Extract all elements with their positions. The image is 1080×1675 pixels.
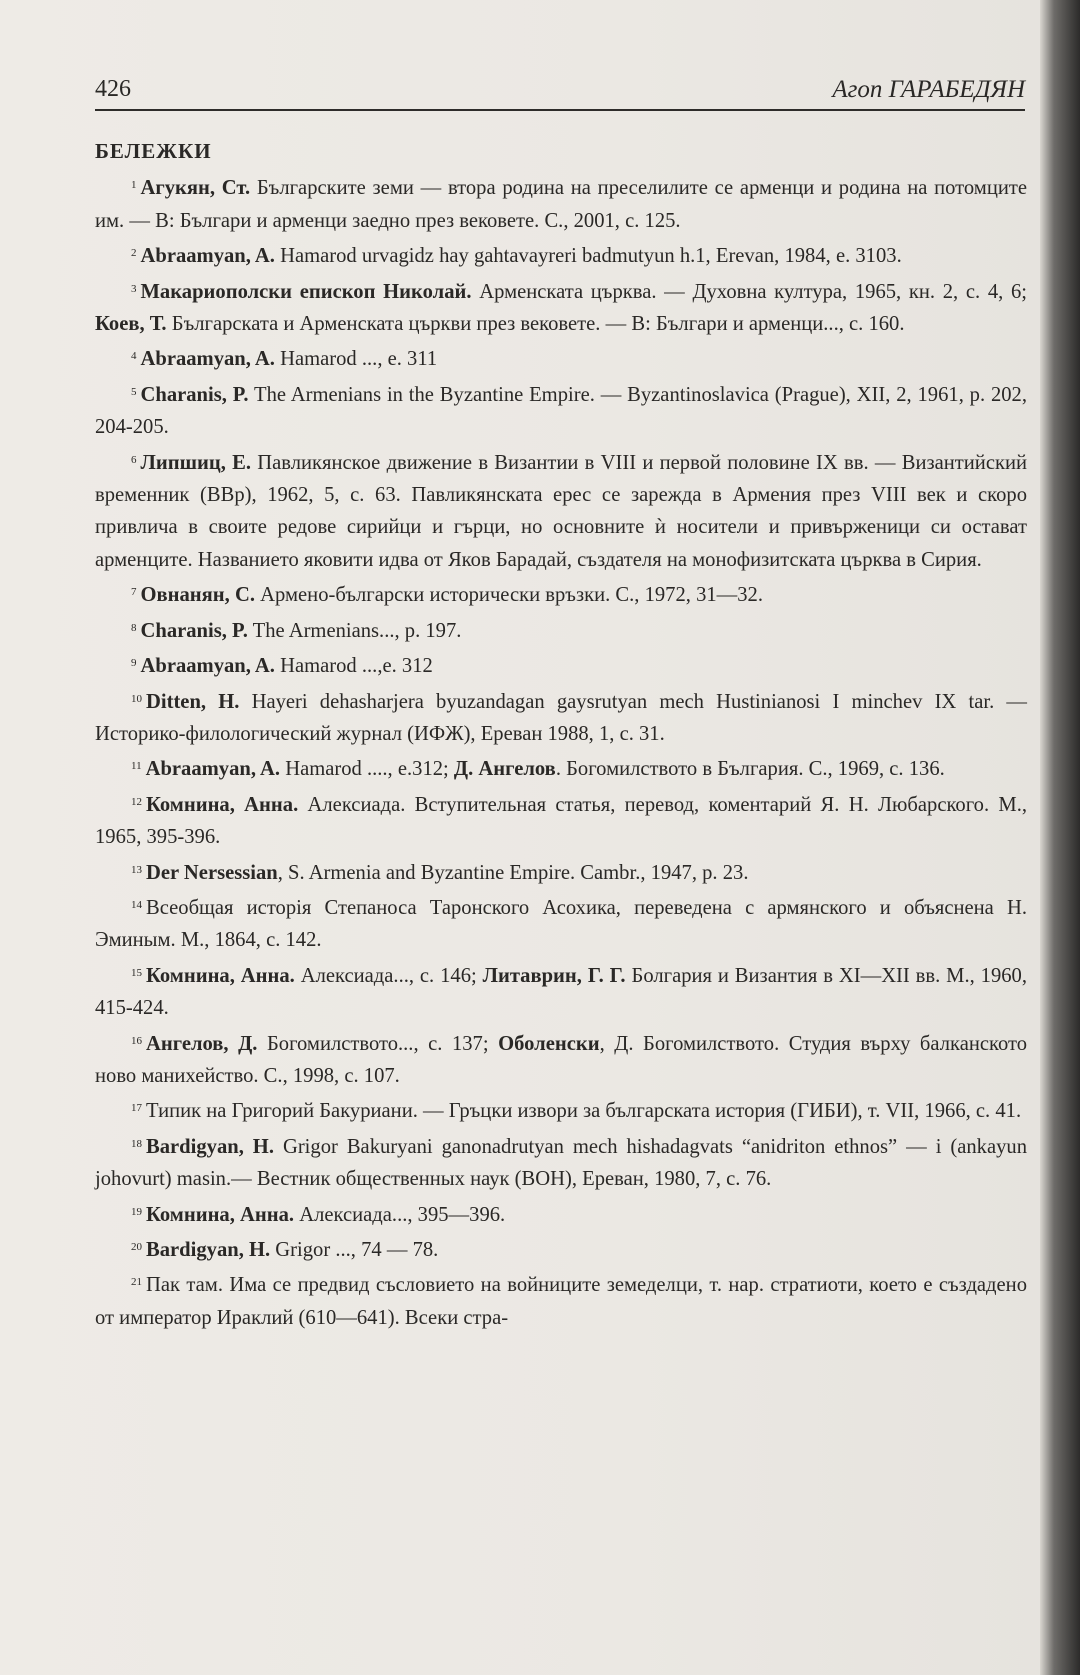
- footnote-text: Арменската църква. — Духовна култура, 1965, кн. 2, с. 4, 6;: [471, 280, 1027, 303]
- page-header: [95, 72, 1025, 108]
- footnote-author: Макариополски епископ Николай.: [140, 280, 472, 303]
- footnote-text: Grigor Bakuryani ganonadrutyan mech hishadagvats “anidriton ethnos” — i (ankayun johovurt) masin.— Вестник общественных наук (ВОН), Ереван, 1980, 7, с. 76.: [95, 1135, 1028, 1191]
- footnote: [95, 889, 1027, 957]
- footnote-number: 11: [131, 760, 142, 773]
- footnote: [95, 786, 1027, 854]
- footnote-author: Abraamyan, A.: [140, 655, 275, 678]
- footnote-author: Коев, Т.: [95, 313, 167, 336]
- footnote-author: Charanis, P.: [140, 383, 249, 406]
- footnote-number: 15: [131, 966, 142, 979]
- footnote-number: 14: [131, 898, 142, 911]
- header-rule: [95, 109, 1025, 111]
- footnote-author: Charanis, P.: [140, 619, 248, 642]
- page-number: 426: [95, 76, 131, 102]
- footnote: [95, 1231, 1027, 1266]
- footnote-number: 4: [131, 350, 137, 363]
- footnote: [95, 854, 1027, 889]
- footnote-number: 6: [131, 453, 137, 466]
- notes-section: [95, 135, 1027, 1334]
- footnote-text: Hamarod ..., e. 311: [274, 348, 438, 371]
- footnote: [95, 1266, 1027, 1334]
- footnote-text: , S. Armenia and Byzantine Empire. Cambr., 1947, p. 23.: [277, 861, 749, 884]
- footnote-text: Hamarod ...,e. 312: [274, 655, 433, 678]
- footnote-author: Оболенски: [498, 1032, 600, 1055]
- footnote-text: Алексиада. Вступительная статья, перевод, коментарий Я. Н. Любарского. М., 1965, 395-396.: [95, 793, 1027, 849]
- footnote: [95, 1196, 1027, 1231]
- footnote: [95, 683, 1027, 751]
- footnote-number: 2: [131, 247, 137, 260]
- page-edge-shadow: [1040, 0, 1080, 1675]
- footnote-number: 21: [131, 1276, 142, 1289]
- footnote-author: Ditten, H.: [146, 690, 240, 713]
- footnote: [95, 273, 1027, 341]
- footnote-text: , Д. Богомилството. Студия върху балканското ново манихейство. С., 1998, с. 107.: [95, 1032, 1028, 1087]
- footnote-author: Bardigyan, H.: [146, 1239, 271, 1261]
- footnote-author: Abraamyan, A.: [140, 348, 275, 371]
- footnote: [95, 647, 1027, 682]
- footnote-author: Комнина, Анна.: [146, 793, 299, 816]
- footnote-number: 12: [131, 795, 142, 808]
- footnote-author: Комнина, Анна.: [146, 964, 295, 987]
- footnote-number: 17: [131, 1102, 142, 1115]
- footnote-text: The Armenians..., p. 197.: [247, 619, 462, 642]
- footnote-text: Hamarod ...., e.312;: [280, 758, 454, 781]
- footnote-number: 1: [131, 179, 137, 192]
- footnote-author: Д. Ангелов: [453, 758, 556, 781]
- footnote-number: 3: [131, 282, 137, 295]
- footnote: [95, 444, 1027, 577]
- footnote-text: Българската и Арменската църкви през вековете. — В: Българи и арменци..., с. 160.: [166, 313, 905, 336]
- footnote-number: 18: [131, 1137, 142, 1150]
- footnote-author: Ангелов, Д.: [146, 1032, 258, 1055]
- footnote: [95, 612, 1027, 647]
- footnote-author: Литаврин, Г. Г.: [482, 964, 626, 987]
- footnote-author: Der Nersessian: [146, 861, 278, 884]
- notes-list: [95, 169, 1027, 1334]
- footnote-number: 13: [131, 863, 142, 876]
- footnote-author: Агукян, Ст.: [140, 177, 251, 200]
- footnote: [95, 576, 1027, 611]
- running-head: Агоп ГАРАБЕДЯН: [832, 76, 1025, 103]
- footnote-number: 7: [131, 586, 137, 599]
- footnote-text: Алексиада..., 395—396.: [294, 1203, 506, 1226]
- footnote-text: Hayeri dehasharjera byuzandagan gaysrutyan mech Hustinianosi I minchev IX tar. — Историко-филологический журнал (ИФЖ), Ереван 1988, 1, с. 31.: [95, 690, 1027, 745]
- footnote-author: Комнина, Анна.: [146, 1203, 295, 1226]
- footnote-text: Hamarod urvagidz hay gahtavayreri badmutyun h.1, Erevan, 1984, e. 3103.: [274, 245, 902, 268]
- footnote-author: Овнанян, С.: [140, 584, 255, 607]
- footnote-text: Grigor ..., 74 — 78.: [270, 1239, 439, 1261]
- footnote: [95, 750, 1027, 785]
- footnote-text: . Богомилството в България. С., 1969, с. 136.: [555, 758, 945, 781]
- footnote: [95, 1128, 1027, 1196]
- footnote: [95, 340, 1027, 375]
- footnote-author: Липшиц, Е.: [140, 451, 251, 474]
- footnote-number: 10: [131, 692, 142, 705]
- footnote: [95, 169, 1027, 237]
- footnote-number: 16: [131, 1034, 142, 1047]
- footnote-author: Abraamyan, A.: [140, 245, 275, 268]
- footnote: [95, 1025, 1027, 1093]
- footnote: [95, 1092, 1027, 1127]
- footnote-number: 5: [131, 385, 137, 398]
- footnote: [95, 957, 1027, 1025]
- footnote-text: Пак там. Има се предвид съсловието на войниците земеделци, т. нар. стратиоти, което е създадено от император Ираклий (610—641). Всеки стра-: [95, 1274, 1027, 1329]
- section-title: БЕЛЕЖКИ: [95, 139, 212, 163]
- footnote-text: The Armenians in the Byzantine Empire. — Byzantinoslavica (Prague), XII, 2, 1961, p. 202, 204-205.: [95, 383, 1027, 439]
- footnote-number: 8: [131, 621, 137, 634]
- footnote-number: 19: [131, 1205, 142, 1218]
- footnote-text: Типик на Григорий Бакуриани. — Гръцки извори за българската история (ГИБИ), т. VII, 1966, с. 41.: [146, 1100, 1022, 1123]
- footnote-author: Abraamyan, A.: [145, 758, 281, 781]
- footnote-text: Българските земи — втора родина на преселилите се арменци и родина на потомците им. — В: Българи и арменци заедно през вековете. С., 2001, с. 125.: [95, 177, 1027, 232]
- footnote-number: 20: [131, 1241, 142, 1253]
- footnote-text: Алексиада..., с. 146;: [294, 964, 483, 987]
- footnote-text: Всеобщая исторія Степаноса Таронского Асохика, переведена с армянского и объяснена Н. Эминым. М., 1864, с. 142.: [95, 896, 1027, 952]
- footnote-author: Bardigyan, H.: [146, 1135, 274, 1158]
- footnote-text: Павликянское движение в Византии в VIII и первой половине IX вв. — Византийский временник (ВВр), 1962, 5, с. 63. Павликянската ерес се зарежда в Армения през VIII век и скоро привлича в своите редове сирийци и гърци, но основните ѝ носители и привърженици си остават арменците. Названието яковити идва от Яков Барадай, създателя на монофизитската църква в Сирия.: [95, 451, 1028, 571]
- footnote-text: Болгария и Византия в XI—XII вв. М., 1960, 415-424.: [95, 964, 1028, 1020]
- footnote-text: Богомилството..., с. 137;: [257, 1032, 499, 1055]
- footnote: [95, 376, 1027, 444]
- footnote-number: 9: [131, 657, 137, 670]
- footnote: [95, 237, 1027, 272]
- footnote-text: Армено-български исторически връзки. С., 1972, 31—32.: [255, 584, 763, 607]
